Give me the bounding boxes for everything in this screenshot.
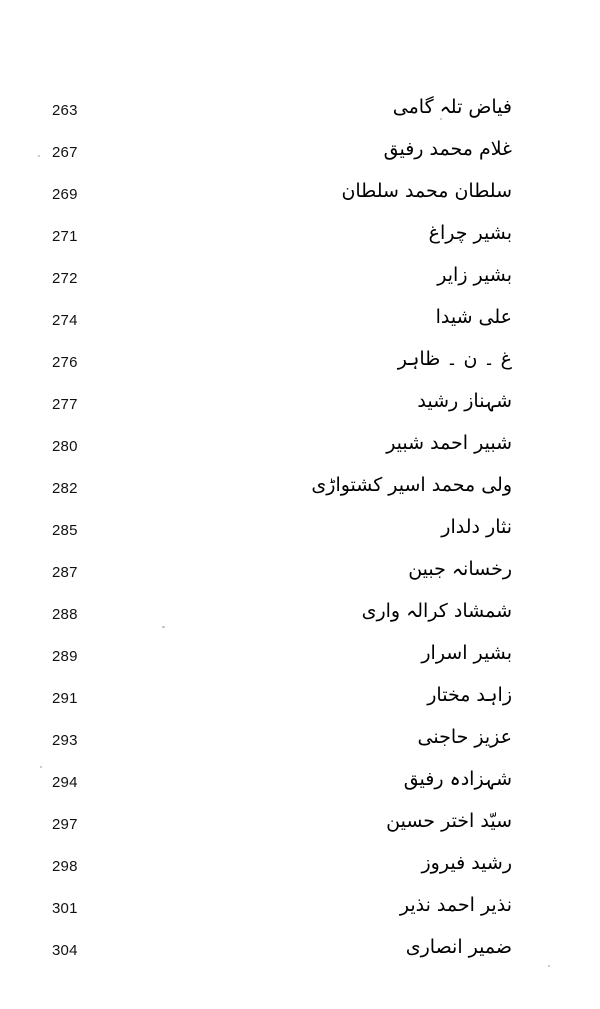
page-number: 263 <box>52 102 78 119</box>
page-number: 304 <box>52 942 78 959</box>
toc-entry <box>0 598 600 640</box>
page-number: 287 <box>52 564 78 581</box>
entry-title: نذیر احمد نذیر <box>399 894 512 916</box>
scan-speck <box>548 965 550 967</box>
toc-entry <box>0 220 600 262</box>
entry-title: سلطان محمد سلطان <box>341 180 512 202</box>
entry-title: غ ۔ ن ۔ ظاہر <box>397 348 512 370</box>
toc-entry <box>0 388 600 430</box>
toc-entry <box>0 724 600 766</box>
entry-title: بشیر چراغ <box>428 222 512 244</box>
table-of-contents <box>0 94 600 976</box>
scan-speck <box>38 155 40 157</box>
entry-title: رشید فیروز <box>421 852 512 874</box>
page-number: 274 <box>52 312 78 329</box>
page-number: 301 <box>52 900 78 917</box>
toc-entry <box>0 136 600 178</box>
page-number: 291 <box>52 690 78 707</box>
page-number: 267 <box>52 144 78 161</box>
page-number: 272 <box>52 270 78 287</box>
entry-title: رخسانہ جبین <box>408 558 512 580</box>
entry-title: بشیر اسرار <box>421 642 512 664</box>
scan-speck <box>440 118 442 120</box>
toc-entry <box>0 682 600 724</box>
entry-title: علی شیدا <box>435 306 512 328</box>
toc-entry <box>0 346 600 388</box>
page-number: 271 <box>52 228 78 245</box>
entry-title: زاہد مختار <box>427 684 512 706</box>
toc-entry <box>0 640 600 682</box>
page-number: 282 <box>52 480 78 497</box>
toc-entry <box>0 178 600 220</box>
toc-entry <box>0 430 600 472</box>
entry-title: عزیز حاجنی <box>417 726 512 748</box>
entry-title: سیّد اختر حسین <box>386 810 512 832</box>
toc-entry <box>0 808 600 850</box>
toc-entry <box>0 472 600 514</box>
toc-entry <box>0 304 600 346</box>
page-number: 293 <box>52 732 78 749</box>
entry-title: شہزادہ رفیق <box>403 768 512 790</box>
page-number: 285 <box>52 522 78 539</box>
entry-title: ولی محمد اسیر کشتواڑی <box>311 474 512 496</box>
page-number: 288 <box>52 606 78 623</box>
page-number: 297 <box>52 816 78 833</box>
entry-title: شمشاد کرالہ واری <box>361 600 512 622</box>
entry-title: نثار دلدار <box>441 516 512 538</box>
toc-entry <box>0 766 600 808</box>
entry-title: شہناز رشید <box>417 390 512 412</box>
entry-title: بشیر زایر <box>437 264 512 286</box>
entry-title: فیاض تلہ گامی <box>392 96 512 118</box>
toc-entry <box>0 556 600 598</box>
toc-entry <box>0 94 600 136</box>
page-number: 269 <box>52 186 78 203</box>
entry-title: غلام محمد رفیق <box>383 138 512 160</box>
entry-title: ضمیر انصاری <box>405 936 512 958</box>
toc-entry <box>0 892 600 934</box>
toc-entry <box>0 850 600 892</box>
page-number: 298 <box>52 858 78 875</box>
page-number: 294 <box>52 774 78 791</box>
entry-title: شبیر احمد شبیر <box>386 432 512 454</box>
toc-entry <box>0 934 600 976</box>
toc-entry <box>0 514 600 556</box>
scan-speck <box>162 626 165 628</box>
page-number: 277 <box>52 396 78 413</box>
page-number: 289 <box>52 648 78 665</box>
toc-entry <box>0 262 600 304</box>
page-number: 276 <box>52 354 78 371</box>
scan-speck <box>40 766 42 768</box>
page-number: 280 <box>52 438 78 455</box>
